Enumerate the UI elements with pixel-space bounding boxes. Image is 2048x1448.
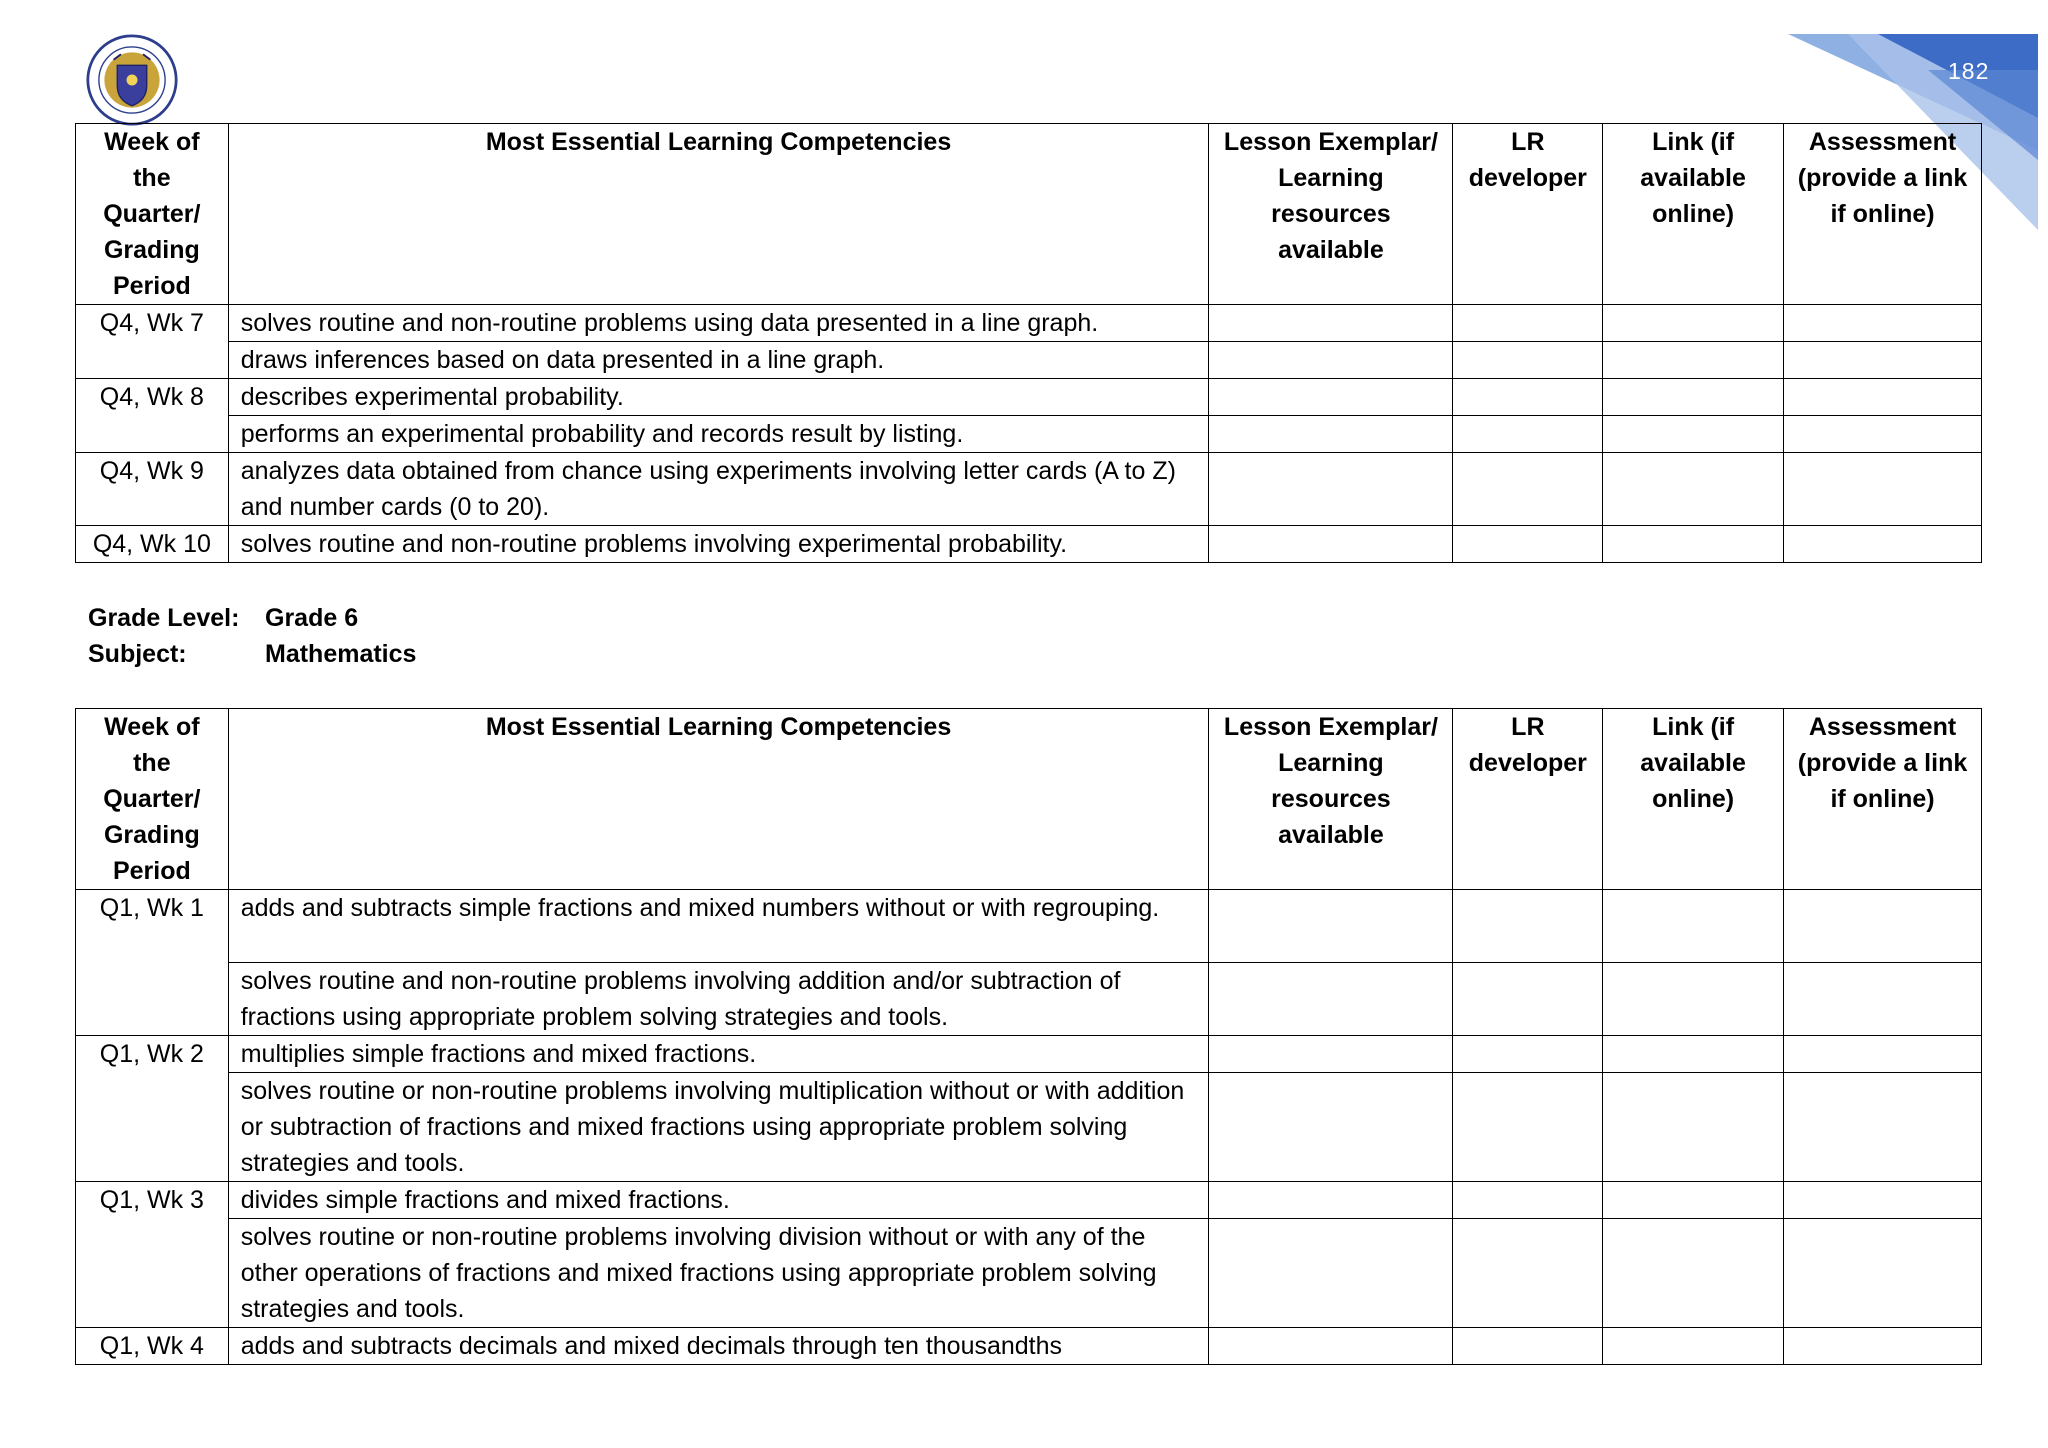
competency-cell: adds and subtracts simple fractions and mixed numbers without or with regrouping. [228,890,1209,963]
competency-cell: analyzes data obtained from chance using experiments involving letter cards (A to Z) and number cards (0 to 20). [228,453,1209,526]
header-link: Link (if available online) [1603,709,1784,890]
header-melc: Most Essential Learning Competencies [228,124,1209,305]
week-cell: Q1, Wk 2 [76,1036,229,1182]
header-melc: Most Essential Learning Competencies [228,709,1209,890]
competency-cell: solves routine and non-routine problems involving experimental probability. [228,526,1209,563]
competency-table-q4 [75,123,1982,563]
week-cell: Q4, Wk 10 [76,526,229,563]
competency-cell: describes experimental probability. [228,379,1209,416]
table-row [76,305,1982,342]
week-cell: Q4, Wk 8 [76,379,229,453]
table-row [76,453,1982,526]
competency-cell: solves routine and non-routine problems involving addition and/or subtraction of fractions using appropriate problem solving strategies and tools. [228,963,1209,1036]
header-assessment: Assessment (provide a link if online) [1784,709,1982,890]
competency-cell: solves routine or non-routine problems involving division without or with any of the other operations of fractions and mixed fractions using appropriate problem solving strategies and tools. [228,1219,1209,1328]
competency-cell: adds and subtracts decimals and mixed decimals through ten thousandths [228,1328,1209,1365]
competency-cell: draws inferences based on data presented in a line graph. [228,342,1209,379]
week-cell: Q4, Wk 9 [76,453,229,526]
table-row [76,890,1982,963]
header-assessment: Assessment (provide a link if online) [1784,124,1982,305]
competency-cell: multiplies simple fractions and mixed fractions. [228,1036,1209,1073]
header-week: Week of the Quarter/ Grading Period [76,709,229,890]
header-lesson: Lesson Exemplar/ Learning resources available [1209,709,1453,890]
grade-subject-info [88,600,416,672]
table-row [76,1073,1982,1182]
competency-table-grade6 [75,708,1982,1365]
week-cell: Q1, Wk 3 [76,1182,229,1328]
competency-cell: divides simple fractions and mixed fractions. [228,1182,1209,1219]
table-row [76,1182,1982,1219]
table-row [76,1036,1982,1073]
grade-level-value: Grade 6 [265,604,359,632]
week-cell: Q4, Wk 7 [76,305,229,379]
page-number: 182 [1948,58,1990,84]
subject-value: Mathematics [265,640,417,668]
header-week: Week of the Quarter/ Grading Period [76,124,229,305]
table-row [76,1328,1982,1365]
table-header-row [76,124,1982,305]
week-cell: Q1, Wk 1 [76,890,229,1036]
table-row [76,379,1982,416]
deped-seal-logo [86,34,178,126]
competency-cell: performs an experimental probability and records result by listing. [228,416,1209,453]
subject-label: Subject: [88,640,187,668]
table-header-row [76,709,1982,890]
competency-cell: solves routine or non-routine problems involving multiplication without or with addition or subtraction of fractions and mixed fractions using appropriate problem solving strategies and tools. [228,1073,1209,1182]
competency-cell: solves routine and non-routine problems using data presented in a line graph. [228,305,1209,342]
header-lr: LR developer [1453,124,1603,305]
grade-level-label: Grade Level: [88,604,240,632]
header-lr: LR developer [1453,709,1603,890]
table-row [76,526,1982,563]
table-row [76,963,1982,1036]
header-link: Link (if available online) [1603,124,1784,305]
table-row [76,342,1982,379]
table-row [76,416,1982,453]
table-row [76,1219,1982,1328]
week-cell: Q1, Wk 4 [76,1328,229,1365]
header-lesson: Lesson Exemplar/ Learning resources available [1209,124,1453,305]
